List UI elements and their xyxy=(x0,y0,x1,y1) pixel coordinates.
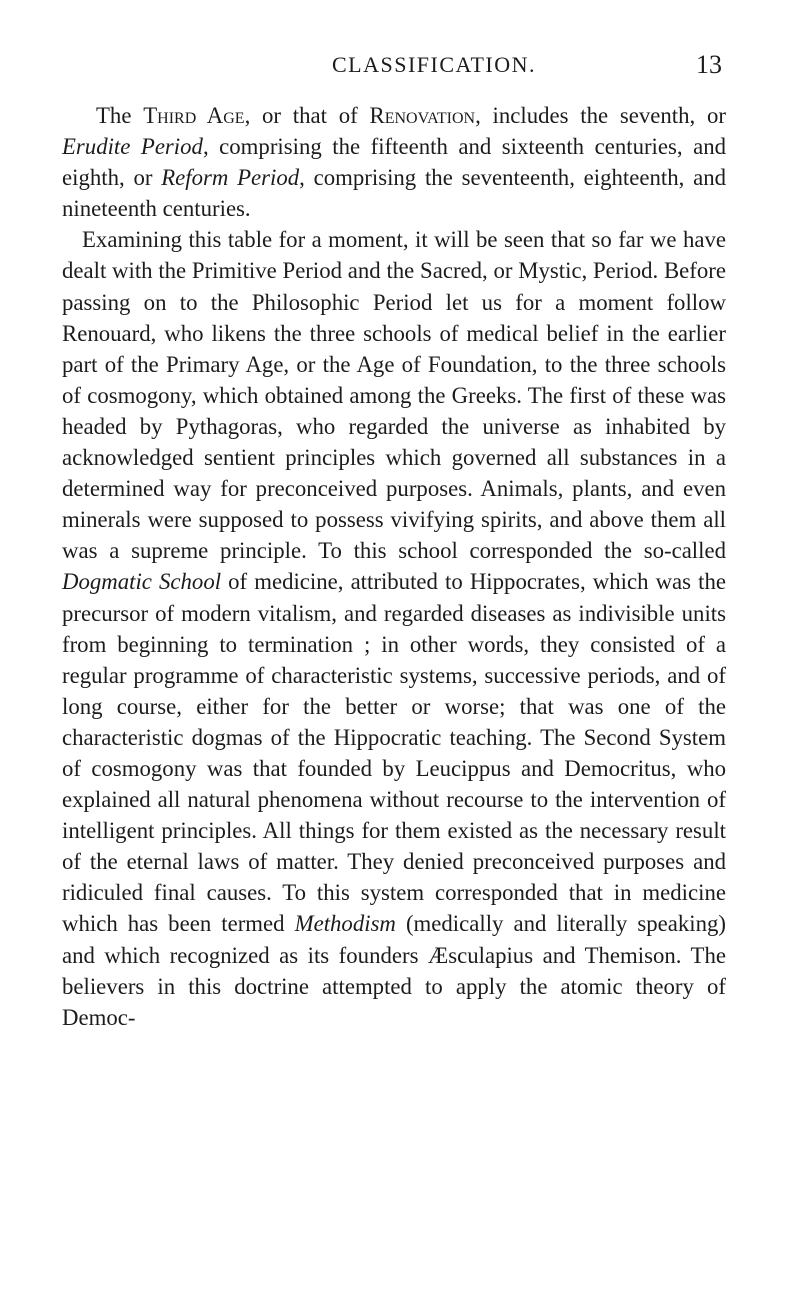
text-span: of medicine, attributed to Hippocrates, which was the precursor of modern vitalism, and regarded diseases as indivisible units from beginning to termination ; in other words, they consisted of a regular programme of characteristic systems, successive periods, and of long course, either for the better or worse; that was one of the characteristic dogmas of the Hippocratic teaching. The Second System of cosmogony was that founded by Leucippus and Democritus, who explained all natural phenomena without recourse to the intervention of intelligent principles. All things for them existed as the necessary result of the eternal laws of matter. They denied preconceived purposes and ridiculed final causes. To this system corresponded that in medicine which has been termed xyxy=(62,569,726,937)
term-dogmatic-school: Dogmatic School xyxy=(62,569,222,595)
term-third-age: Third Age xyxy=(143,103,245,128)
paragraph-cosmogony xyxy=(62,224,726,1032)
term-reform-period: Reform Period xyxy=(161,165,300,191)
page-number: 13 xyxy=(696,50,722,79)
paragraph-third-age xyxy=(62,100,726,224)
text-span: , comprising the fifteenth and sixteenth centuries, and eighth, or xyxy=(62,134,727,191)
text-span: (medically and literally speaking) and which recognized as its founders Æsculapius and Themison. The believers in this doctrine attempted to apply the atomic theory of Democ- xyxy=(62,911,726,1030)
page-header xyxy=(122,52,722,88)
text-span: , comprising the seventeenth, eighteenth, and nineteenth centuries. xyxy=(62,165,726,222)
text-span: , or that of xyxy=(244,103,370,128)
body-text xyxy=(62,100,726,1033)
term-erudite-period: Erudite Period xyxy=(62,134,203,160)
term-methodism: Methodism xyxy=(294,911,396,937)
text-span: , includes the seventh, or xyxy=(475,103,726,128)
text-span: The xyxy=(96,103,144,128)
term-renovation: Renovation xyxy=(369,103,476,128)
text-span: Examining this table for a moment, it will be seen that so far we have dealt with the Primitive Period and the Sacred, or Mystic, Period. Before passing on to the Philosophic Period let us for a moment follow Renouard, who likens the three schools of medical belief in the earlier part of the Primary Age, or the Age of Foundation, to the three schools of cosmogony, which obtained among the Greeks. The first of these was headed by Pythagoras, who regarded the universe as inhabited by acknowledged sentient principles which governed all substances in a determined way for preconceived purposes. Animals, plants, and even minerals were supposed to possess vivifying spirits, and above them all was a supreme principle. To this school corresponded the so-called xyxy=(62,227,726,564)
running-title: CLASSIFICATION. xyxy=(331,52,537,77)
